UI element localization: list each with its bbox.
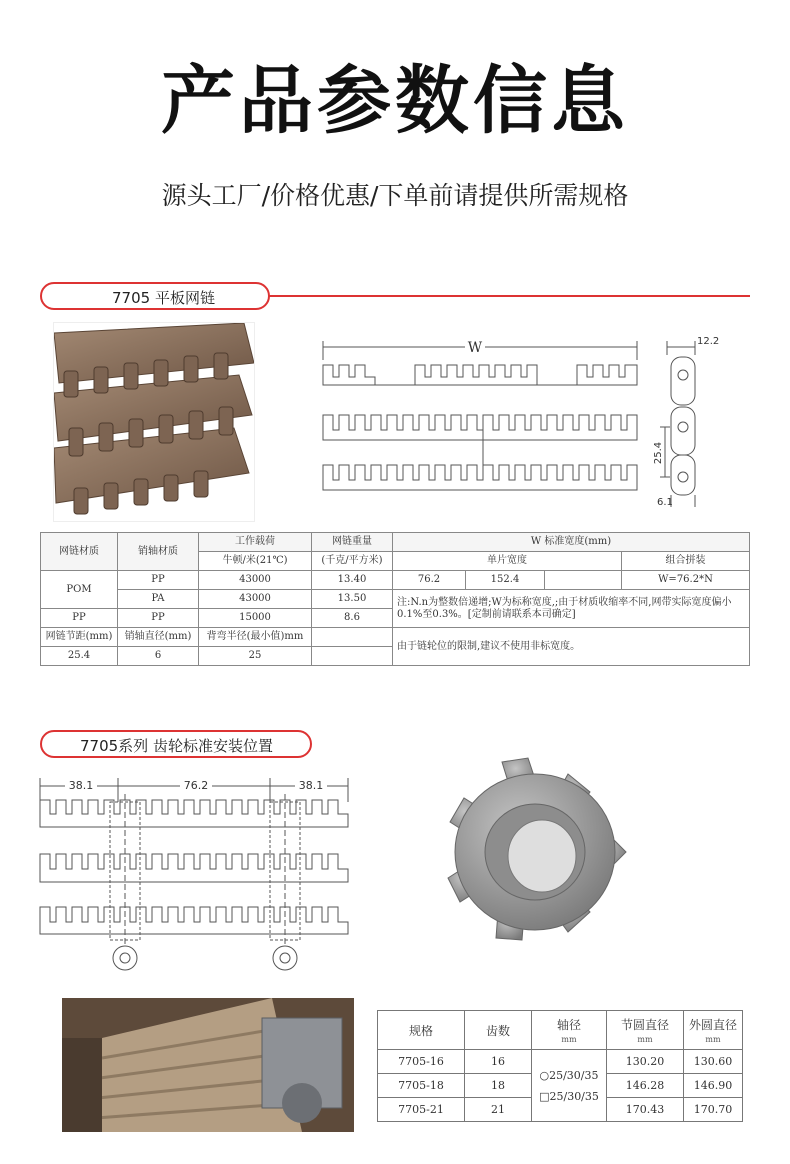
row1-combo: W=76.2*N bbox=[622, 571, 750, 590]
chain-illustration bbox=[54, 323, 254, 521]
sh-bore bbox=[532, 1011, 607, 1050]
row3-pin: PP bbox=[118, 609, 199, 628]
dim-side-label: 25.4 bbox=[653, 441, 664, 465]
row1-w3 bbox=[545, 571, 622, 590]
h-pitch: 网链节距(mm) bbox=[41, 628, 118, 647]
val-pin-dia: 6 bbox=[118, 647, 199, 666]
row1-pin: PP bbox=[118, 571, 199, 590]
sprocket-position-drawing bbox=[30, 772, 360, 977]
section2-label-text: 7705系列 齿轮标准安装位置 bbox=[80, 737, 273, 755]
h-weight-unit: (千克/平方米) bbox=[312, 552, 393, 571]
row1-weight: 13.40 bbox=[312, 571, 393, 590]
row-teeth: 18 bbox=[465, 1074, 532, 1098]
row1-w1: 76.2 bbox=[393, 571, 466, 590]
h-material: 网链材质 bbox=[41, 533, 118, 571]
bore-round: ○25/30/35 bbox=[539, 1068, 599, 1082]
chain-photo bbox=[53, 322, 255, 522]
dim-left: 38.1 bbox=[68, 779, 94, 792]
dim-top-label: 12.2 bbox=[697, 336, 720, 347]
row1-w2: 152.4 bbox=[466, 571, 545, 590]
sh-bore-label: 轴径 bbox=[556, 1018, 581, 1032]
dim-mid: 76.2 bbox=[183, 779, 209, 792]
spec-table bbox=[40, 532, 750, 666]
dim-bottom-label: 6.1 bbox=[657, 497, 673, 508]
section1-label-text: 7705 平板网链 bbox=[112, 289, 215, 307]
sh-outer-label: 外圆直径 bbox=[688, 1018, 737, 1032]
sh-pitch bbox=[607, 1011, 684, 1050]
h-width: W 标准宽度(mm) bbox=[393, 533, 750, 552]
row-pitch-d: 130.20 bbox=[607, 1050, 684, 1074]
row-bore bbox=[532, 1050, 607, 1122]
sh-spec: 规格 bbox=[378, 1011, 465, 1050]
row-spec: 7705-18 bbox=[378, 1074, 465, 1098]
h-single: 单片宽度 bbox=[393, 552, 622, 571]
chain-drawing-svg bbox=[315, 335, 725, 510]
page-subtitle: 源头工厂/价格优惠/下单前请提供所需规格 bbox=[161, 181, 629, 210]
dim-right: 38.1 bbox=[298, 779, 324, 792]
spec-note2: 由于链轮位的限制,建议不使用非标宽度。 bbox=[393, 628, 750, 666]
row2-weight: 13.50 bbox=[312, 590, 393, 609]
row2-load: 43000 bbox=[199, 590, 312, 609]
sprocket-position-svg bbox=[30, 772, 360, 977]
sh-outer bbox=[684, 1011, 743, 1050]
row3-weight: 8.6 bbox=[312, 609, 393, 628]
row-spec: 7705-16 bbox=[378, 1050, 465, 1074]
sprocket-table bbox=[377, 1010, 743, 1122]
h-weight: 网链重量 bbox=[312, 533, 393, 552]
row-outer-d: 130.60 bbox=[684, 1050, 743, 1074]
row-outer-d: 170.70 bbox=[684, 1098, 743, 1122]
spec-note: 注:N.n为整数倍递增;W为标称宽度,;由于材质收缩率不同,网带实际宽度偏小0.1%至0.3%。[定制前请联系本司确定] bbox=[393, 590, 750, 628]
row-pitch-d: 170.43 bbox=[607, 1098, 684, 1122]
row2-pin: PA bbox=[118, 590, 199, 609]
installation-photo bbox=[62, 998, 354, 1132]
chain-drawing bbox=[315, 335, 725, 510]
w-dim-label: W bbox=[467, 340, 483, 356]
h-pin-dia: 销轴直径(mm) bbox=[118, 628, 199, 647]
h-load-unit: 牛顿/米(21℃) bbox=[199, 552, 312, 571]
sprocket-svg bbox=[440, 752, 640, 947]
row3-load: 15000 bbox=[199, 609, 312, 628]
sh-outer-unit: mm bbox=[705, 1035, 721, 1044]
sprocket-image bbox=[440, 752, 640, 947]
sh-pitch-label: 节圆直径 bbox=[620, 1018, 669, 1032]
section1-rule bbox=[260, 295, 750, 297]
row-teeth: 21 bbox=[465, 1098, 532, 1122]
sh-teeth: 齿数 bbox=[465, 1011, 532, 1050]
row-outer-d: 146.90 bbox=[684, 1074, 743, 1098]
section1-label bbox=[40, 282, 270, 310]
sh-pitch-unit: mm bbox=[637, 1035, 653, 1044]
val-radius: 25 bbox=[199, 647, 312, 666]
row1-load: 43000 bbox=[199, 571, 312, 590]
table-row bbox=[378, 1050, 743, 1074]
row-spec: 7705-21 bbox=[378, 1098, 465, 1122]
h-load: 工作载荷 bbox=[199, 533, 312, 552]
material-pom: POM bbox=[41, 571, 118, 609]
section2-label bbox=[40, 730, 312, 758]
val-pitch: 25.4 bbox=[41, 647, 118, 666]
installation-illustration bbox=[62, 998, 354, 1132]
h-radius: 背弯半径(最小值)mm bbox=[199, 628, 312, 647]
sh-bore-unit: mm bbox=[561, 1035, 577, 1044]
h-combo: 组合拼装 bbox=[622, 552, 750, 571]
material-pp: PP bbox=[41, 609, 118, 628]
bore-square: □25/30/35 bbox=[539, 1089, 599, 1103]
page-title: 产品参数信息 bbox=[161, 58, 629, 144]
row-pitch-d: 146.28 bbox=[607, 1074, 684, 1098]
row-teeth: 16 bbox=[465, 1050, 532, 1074]
h-pin-material: 销轴材质 bbox=[118, 533, 199, 571]
